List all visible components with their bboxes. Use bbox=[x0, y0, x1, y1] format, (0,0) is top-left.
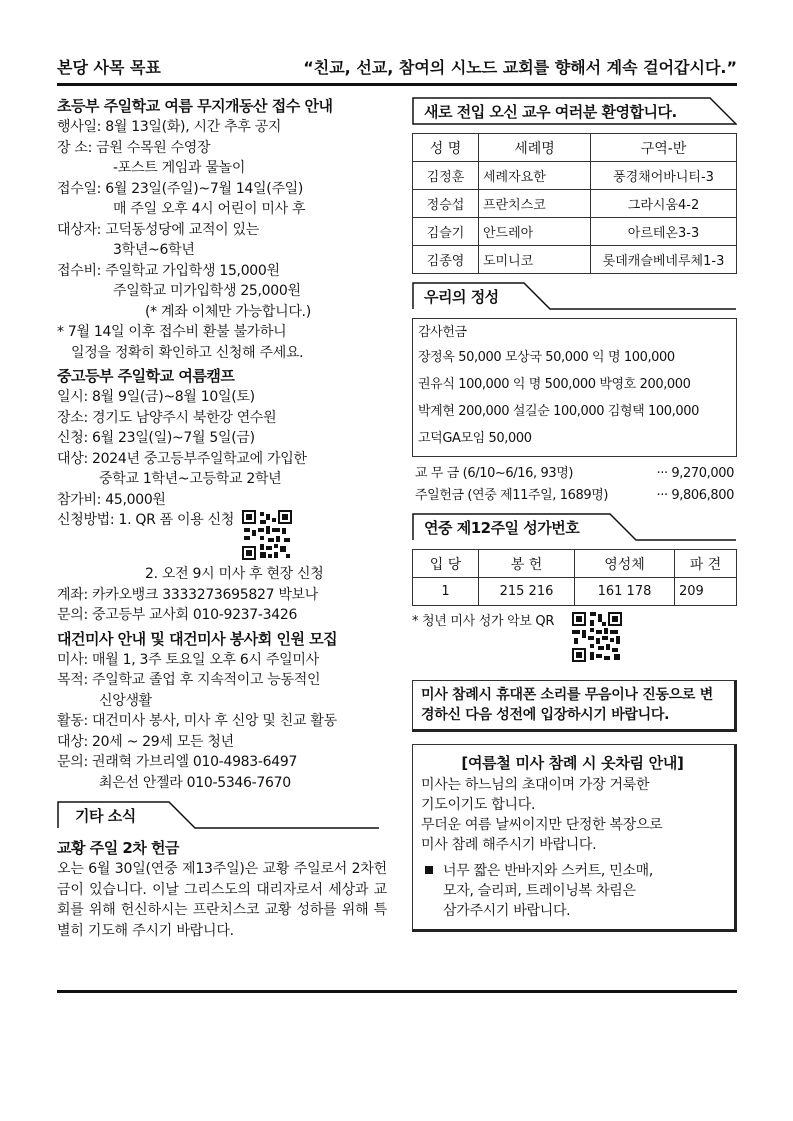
cell-district: 그라시움4-2 bbox=[591, 190, 737, 218]
table-row bbox=[413, 578, 737, 606]
table-row bbox=[413, 218, 737, 246]
offering-label: 우리의 정성 bbox=[424, 288, 499, 306]
dress-code-title: [여름철 미사 참례 시 옷차림 안내] bbox=[461, 754, 684, 772]
dress-line: 미사는 하느님의 초대이며 가장 거룩한 bbox=[421, 777, 650, 793]
youth-camp-section bbox=[57, 365, 387, 626]
cell-district: 풍경채어바니티-3 bbox=[591, 162, 737, 190]
youth-camp-title: 중고등부 주일학교 여름캠프 bbox=[57, 367, 235, 385]
bottom-divider bbox=[57, 990, 737, 993]
cell-name: 정승섭 bbox=[413, 190, 479, 218]
dress-line: 무더운 여름 날씨이지만 단정한 복장으로 bbox=[421, 817, 663, 833]
donation-label: 감사헌금 bbox=[418, 325, 467, 340]
kids-camp-line: 매 주일 오후 4시 어린이 미사 후 bbox=[113, 201, 306, 217]
table-header-row bbox=[413, 134, 737, 162]
table-header-row bbox=[413, 550, 737, 578]
mass-volunteer-line: 목적: 주일학교 졸업 후 지속적이고 능동적인 bbox=[57, 672, 321, 688]
cell-entrance: 1 bbox=[413, 578, 479, 606]
dress-line: 미사 참례 해주시기 바랍니다. bbox=[421, 837, 597, 853]
cell-baptism: 도미니코 bbox=[479, 246, 591, 274]
square-bullet-icon bbox=[425, 866, 433, 874]
sum-row-sunday bbox=[412, 485, 737, 507]
youth-camp-line: 2. 오전 9시 미사 후 현장 신청 bbox=[145, 566, 324, 582]
kids-camp-line: 접수비: 주일학교 가입학생 15,000원 bbox=[57, 262, 280, 279]
dress-bullet-line bbox=[421, 861, 724, 881]
youth-camp-line: 일시: 8월 9일(금)~8월 10일(토) bbox=[57, 389, 255, 405]
donation-box bbox=[412, 318, 737, 457]
youth-camp-line: 중학교 1학년~고등학교 2학년 bbox=[99, 471, 282, 487]
donation-line: 박계현 200,000 설길순 100,000 김형택 100,000 bbox=[418, 404, 699, 419]
header-name: 성 명 bbox=[413, 134, 479, 162]
header-offertory: 봉 헌 bbox=[479, 550, 575, 578]
table-row bbox=[413, 190, 737, 218]
mass-volunteer-section bbox=[57, 628, 387, 794]
youth-camp-line: 문의: 중고등부 교사회 010-9237-3426 bbox=[57, 607, 298, 623]
cell-district: 아르테온3-3 bbox=[591, 218, 737, 246]
welcome-tab bbox=[412, 97, 737, 125]
right-column bbox=[412, 95, 737, 932]
hymn-table bbox=[412, 549, 737, 606]
hymn-qr-row bbox=[412, 612, 737, 666]
cell-offertory: 215 216 bbox=[479, 578, 575, 606]
kids-camp-title: 초등부 주일학교 여름 무지개동산 접수 안내 bbox=[57, 97, 333, 115]
sum-value: ··· 9,806,800 bbox=[656, 488, 734, 503]
cell-name: 김종영 bbox=[413, 246, 479, 274]
cell-name: 김슬기 bbox=[413, 218, 479, 246]
cell-district: 롯데캐슬베네루체1-3 bbox=[591, 246, 737, 274]
sum-label: 주일헌금 (연중 제11주일, 1689명) bbox=[415, 488, 609, 503]
qr-code-icon[interactable] bbox=[242, 510, 292, 560]
welcome-table bbox=[412, 133, 737, 274]
header-dismissal: 파 견 bbox=[675, 550, 737, 578]
donation-line: 고덕GA모임 50,000 bbox=[418, 431, 532, 446]
page-header bbox=[57, 55, 737, 83]
header-left-title: 본당 사목 목표 bbox=[57, 58, 161, 77]
mass-volunteer-line: 최은선 안젤라 010-5346-7670 bbox=[99, 774, 291, 791]
kids-camp-line: 장 소: 금원 수목원 수영장 bbox=[57, 139, 211, 156]
kids-camp-line: 주일학교 미가입학생 25,000원 bbox=[113, 283, 301, 299]
other-news-label: 기타 소식 bbox=[75, 807, 136, 825]
mass-volunteer-title: 대건미사 안내 및 대건미사 봉사회 인원 모집 bbox=[57, 629, 338, 648]
offering-tab bbox=[412, 282, 737, 310]
header-district: 구역-반 bbox=[591, 134, 737, 162]
kids-camp-section bbox=[57, 95, 387, 363]
youth-camp-line: 계좌: 카카오뱅크 3333273695827 박보나 bbox=[57, 586, 319, 603]
dress-bullet-line: 모자, 슬리퍼, 트레이닝복 차림은 bbox=[443, 883, 636, 899]
papal-sunday-section bbox=[57, 837, 387, 941]
sum-label: 교 무 금 (6/10~6/16, 93명) bbox=[415, 466, 574, 481]
dress-bullet-text: 너무 짧은 반바지와 스커트, 민소매, bbox=[443, 863, 654, 879]
kids-camp-line: 대상자: 고덕동성당에 교적이 있는 bbox=[57, 221, 260, 238]
mass-volunteer-line: 활동: 대건미사 봉사, 미사 후 신앙 및 친교 활동 bbox=[57, 713, 337, 729]
phone-silence-notice: 미사 참례시 휴대폰 소리를 무음이나 진동으로 변경하신 다음 성전에 입장하시기 바랍니다. bbox=[412, 680, 737, 732]
youth-camp-apply-row bbox=[57, 510, 387, 564]
hymn-qr-note: * 청년 미사 성가 악보 QR bbox=[412, 614, 555, 629]
header-entrance: 입 당 bbox=[413, 550, 479, 578]
kids-camp-line: 일정을 정확히 확인하고 신청해 주세요. bbox=[71, 344, 304, 361]
cell-dismissal: 209 bbox=[675, 578, 737, 606]
kids-camp-line: * 7월 14일 이후 접수비 환불 불가하니 bbox=[57, 324, 287, 340]
cell-baptism: 안드레아 bbox=[479, 218, 591, 246]
youth-camp-line: 참가비: 45,000원 bbox=[57, 491, 166, 508]
dress-line: 기도이기도 합니다. bbox=[421, 797, 536, 813]
mass-volunteer-line: 미사: 매월 1, 3주 토요일 오후 6시 주일미사 bbox=[57, 651, 319, 668]
papal-sunday-title: 교황 주일 2차 헌금 bbox=[57, 839, 180, 857]
youth-camp-line: 신청: 6월 23일(일)~7월 5일(금) bbox=[57, 430, 255, 446]
welcome-label: 새로 전입 오신 교우 여러분 환영합니다. bbox=[424, 103, 677, 121]
cell-communion: 161 178 bbox=[575, 578, 675, 606]
youth-camp-line: 장소: 경기도 남양주시 북한강 연수원 bbox=[57, 409, 277, 426]
top-divider bbox=[57, 83, 737, 86]
cell-baptism: 프란치스코 bbox=[479, 190, 591, 218]
kids-camp-line: -포스트 게임과 물놀이 bbox=[113, 160, 246, 176]
dress-bullet-line: 삼가주시기 바랍니다. bbox=[443, 903, 571, 919]
sum-row-tithe bbox=[412, 463, 737, 485]
qr-code-icon[interactable] bbox=[572, 612, 622, 662]
papal-sunday-body: 오는 6월 30일(연중 제13주일)은 교황 주일로서 2차헌금이 있습니다. 이날 그리스도의 대리자로서 세상과 교회를 위해 헌신하시는 프란치스코 교황 성하를 위해 특별히 기도해 주시기 바랍니다. bbox=[57, 861, 387, 939]
dress-code-box bbox=[412, 744, 737, 932]
hymns-label: 연중 제12주일 성가번호 bbox=[424, 519, 580, 537]
mass-volunteer-line: 신앙생활 bbox=[99, 692, 152, 709]
hymns-tab bbox=[412, 513, 737, 541]
donation-line: 권유식 100,000 익 명 500,000 박영호 200,000 bbox=[418, 377, 691, 392]
header-communion: 영성체 bbox=[575, 550, 675, 578]
header-motto: “친교, 선교, 참여의 시노드 교회를 향해서 계속 걸어갑시다.” bbox=[303, 58, 737, 77]
table-row bbox=[413, 246, 737, 274]
other-news-tab bbox=[57, 801, 387, 829]
donation-line: 장정옥 50,000 모상국 50,000 익 명 100,000 bbox=[418, 350, 675, 365]
mass-volunteer-line: 대상: 20세 ~ 29세 모든 청년 bbox=[57, 733, 234, 750]
youth-camp-line: 신청방법: 1. QR 폼 이용 신청 bbox=[57, 512, 235, 528]
kids-camp-line: 3학년~6학년 bbox=[113, 242, 195, 258]
kids-camp-line: 행사일: 8월 13일(화), 시간 추후 공지 bbox=[57, 119, 282, 135]
table-row bbox=[413, 162, 737, 190]
cell-name: 김정훈 bbox=[413, 162, 479, 190]
kids-camp-line: 접수일: 6월 23일(주일)~7월 14일(주일) bbox=[57, 180, 304, 197]
cell-baptism: 세례자요한 bbox=[479, 162, 591, 190]
sum-value: ··· 9,270,000 bbox=[656, 466, 734, 481]
header-baptism: 세례명 bbox=[479, 134, 591, 162]
mass-volunteer-line: 문의: 권래혁 가브리엘 010-4983-6497 bbox=[57, 754, 298, 770]
left-column bbox=[57, 95, 387, 941]
kids-camp-line: (* 계좌 이체만 가능합니다.) bbox=[145, 303, 311, 320]
youth-camp-line: 대상: 2024년 중고등부주일학교에 가입한 bbox=[57, 450, 307, 467]
